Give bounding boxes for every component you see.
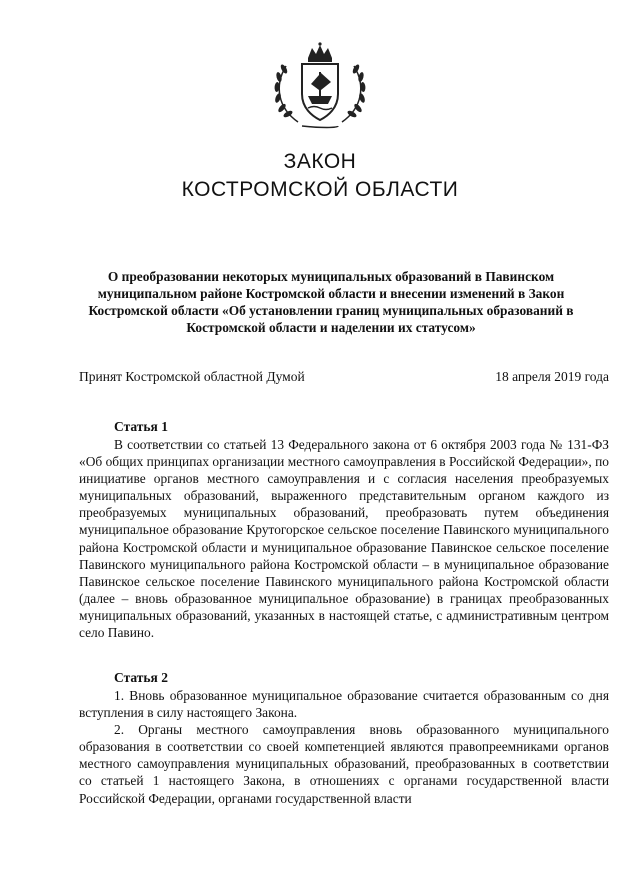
law-region: КОСТРОМСКОЙ ОБЛАСТИ xyxy=(181,178,459,201)
article-2-body xyxy=(79,687,609,807)
law-title: ЗАКОН xyxy=(283,150,357,173)
adoption-date: 18 апреля 2019 года xyxy=(495,369,609,384)
coat-of-arms-icon xyxy=(268,42,372,130)
article-paragraph: 1. Вновь образованное муниципальное образование считается образованным со дня вступления в силу настоящего Закона. xyxy=(79,688,609,721)
article-1-body xyxy=(79,436,609,641)
article-paragraph: 2. Органы местного самоуправления вновь образованного муниципального образования в соответствии со своей компетенцией являются правопреемниками органов местного самоуправления муниципальных образований, преобразованных в соответствии со статьей 1 настоящего Закона, в отношениях с органами государственной власти Российской Федерации, органами государственной власти xyxy=(79,722,609,806)
article-2-heading: Статья 2 xyxy=(114,670,168,685)
article-paragraph: В соответствии со статьей 13 Федерального закона от 6 октября 2003 года № 131-ФЗ «Об общих принципах организации местного самоуправления в Российской Федерации», по инициативе органов местного самоуправления и с согласия населения преобразуемых муниципальных образований, выраженного представительным органом каждого из преобразуемых муниципальных образований, преобразовать путем объединения муниципальное образование Крутогорское сельское поселение Павинского муниципального района Костромской области и муниципальное образование Павинское сельское поселение Павинского муниципального района Костромской области – в муниципальное образование Павинское сельское поселение Павинского муниципального района Костромской области (далее – вновь образованное муниципальное образование) в границах преобразованных муниципальных образований, указанных в настоящей статье, с административным центром село Павино. xyxy=(79,437,609,641)
adopted-by: Принят Костромской областной Думой xyxy=(79,369,305,384)
article-1-heading: Статья 1 xyxy=(114,419,168,434)
law-subject: О преобразовании некоторых муниципальных образований в Павинском муниципальном районе Костромской области и внесении изменений в Закон Костромской области «Об установлении границ муниципальных образований в Костромской области и наделении их статусом» xyxy=(88,269,574,335)
